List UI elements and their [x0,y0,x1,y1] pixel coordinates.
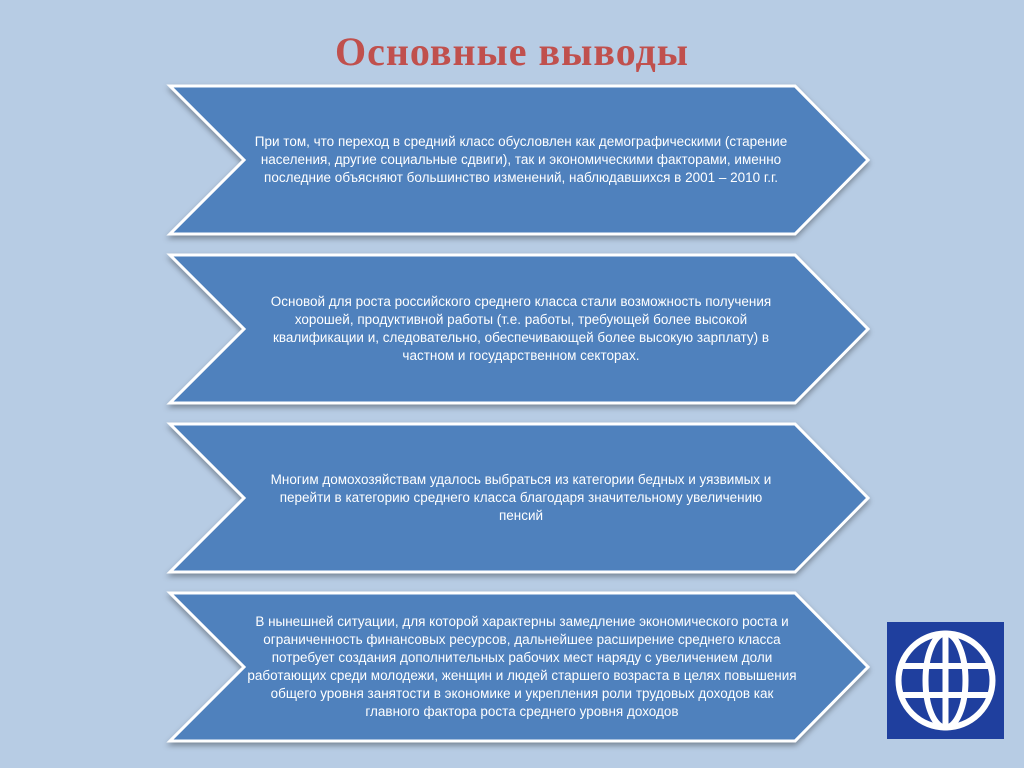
chevron-text-1: При том, что переход в средний класс обусловлен как демографическими (старение населения, другие социальные сдвиги), так и экономическими факторами, именно последние объясняют большинство изменений, наблюдавшихся в 2001 – 2010 г.г. [254,134,788,185]
world-bank-logo [887,622,1004,739]
world-bank-globe-icon [887,622,1004,739]
chevron-text-3: Многим домохозяйствам удалось выбраться из категории бедных и уязвимых и перейти в категорию среднего класса благодаря значительному увеличению пенсий [270,472,772,523]
chevron-text-4: В нынешней ситуации, для которой характерны замедление экономического роста и ограниченность финансовых ресурсов, дальнейшее расширение среднего класса потребует создания дополнительных рабочих мест наряду с увеличением доли работающих среди молодежи, женщин и людей старшего возраста в целях повышения общего уровня занятости в экономике и укрепления роли трудовых доходов как главного фактора роста среднего уровня доходов [247,614,797,719]
slide-title: Основные выводы [334,29,690,74]
chevron-text-2: Основой для роста российского среднего класса стали возможность получения хорошей, продуктивной работы (т.е. работы, требующей более высокой квалификации и, следовательно, обеспечивающей более высокую зарплату) в частном и государственном секторах. [270,294,772,363]
